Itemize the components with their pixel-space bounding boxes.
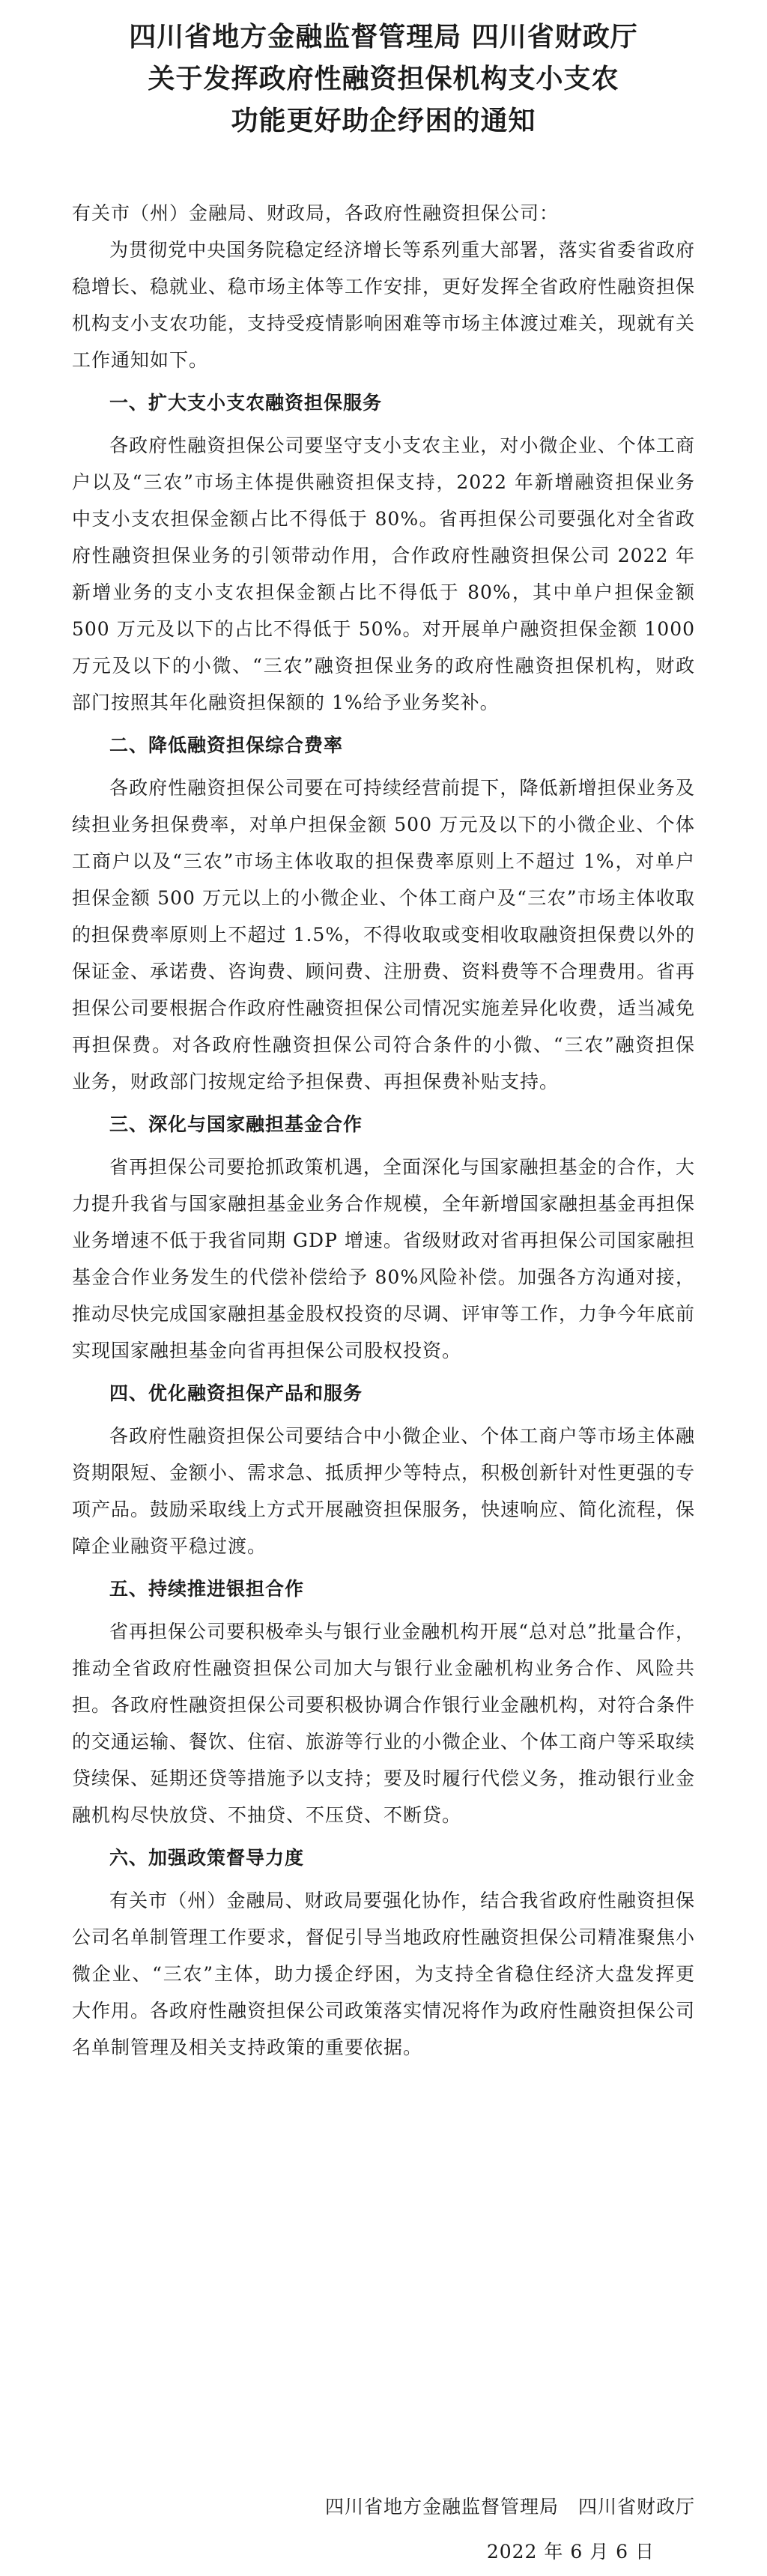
title-line-1: 四川省地方金融监督管理局 四川省财政厅 — [129, 22, 638, 52]
section-3-heading: 三、深化与国家融担基金合作 — [109, 1113, 363, 1135]
section-4-heading: 四、优化融资担保产品和服务 — [109, 1382, 363, 1404]
intro-paragraph: 为贯彻党中央国务院稳定经济增长等系列重大部署，落实省委省政府稳增长、稳就业、稳市场主体等工作安排，更好发挥全省政府性融资担保机构支小支农功能，支持受疫情影响困难等市场主体渡过难关，现就有关工作通知如下。 — [72, 239, 696, 371]
section-2-paragraph: 各政府性融资担保公司要在可持续经营前提下，降低新增担保业务及续担业务担保费率，对单户担保金额 500 万元及以下的小微企业、个体工商户以及“三农”市场主体收取的担保费率原则上不超过 1%，对单户担保金额 500 万元以上的小微企业、个体工商户及“三农”市场主体收取的担保费率原则上不超过 1.5%，不得收取或变相收取融资担保费以外的保证金、承诺费、咨询费、顾问费、注册费、资料费等不合理费用。省再担保公司要根据合作政府性融资担保公司情况实施差异化收费，适当减免再担保费。对各政府性融资担保公司符合条件的小微、“三农”融资担保业务，财政部门按规定给予担保费、再担保费补贴支持。 — [72, 777, 696, 1092]
section-2-heading: 二、降低融资担保综合费率 — [109, 734, 344, 756]
section-1-paragraph: 各政府性融资担保公司要坚守支小支农主业，对小微企业、个体工商户以及“三农”市场主体提供融资担保支持，2022 年新增融资担保业务中支小支农担保金额占比不得低于 80%。省再担保公司要强化对全省政府性融资担保业务的引领带动作用，合作政府性融资担保公司 2022 年新增业务的支小支农担保金额占比不得低于 80%，其中单户担保金额 500 万元及以下的占比不得低于 50%。对开展单户融资担保金额 1000 万元及以下的小微、“三农”融资担保业务的政府性融资担保机构，财政部门按照其年化融资担保额的 1%给予业务奖补。 — [72, 435, 695, 713]
document-title — [72, 16, 695, 142]
section-5-paragraph: 省再担保公司要积极牵头与银行业金融机构开展“总对总”批量合作，推动全省政府性融资担保公司加大与银行业金融机构业务合作、风险共担。各政府性融资担保公司要积极协调合作银行业金融机构，对符合条件的交通运输、餐饮、住宿、旅游等行业的小微企业、个体工商户等采取续贷续保、延期还贷等措施予以支持；要及时履行代偿义务，推动银行业金融机构尽快放贷、不抽贷、不压贷、不断贷。 — [72, 1621, 696, 1826]
section-6-paragraph: 有关市（州）金融局、财政局要强化协作，结合我省政府性融资担保公司名单制管理工作要求，督促引导当地政府性融资担保公司精准聚焦小微企业、“三农”主体，助力援企纾困，为支持全省稳住经济大盘发挥更大作用。各政府性融资担保公司政策落实情况将作为政府性融资担保公司名单制管理及相关支持政策的重要依据。 — [72, 1890, 696, 2058]
signature-organizations: 四川省地方金融监督管理局 四川省财政厅 — [324, 2496, 695, 2518]
section-6-heading: 六、加强政策督导力度 — [109, 1847, 305, 1869]
signature-date: 2022 年 6 月 6 日 — [486, 2541, 655, 2563]
title-line-2: 关于发挥政府性融资担保机构支小支农 — [148, 64, 619, 94]
section-1-heading: 一、扩大支小支农融资担保服务 — [109, 392, 383, 414]
title-line-3: 功能更好助企纾困的通知 — [231, 106, 536, 136]
section-5-heading: 五、持续推进银担合作 — [109, 1578, 305, 1600]
section-3-paragraph: 省再担保公司要抢抓政策机遇，全面深化与国家融担基金的合作，大力提升我省与国家融担基金业务合作规模，全年新增国家融担基金再担保业务增速不低于我省同期 GDP 增速。省级财政对省再担保公司国家融担基金合作业务发生的代偿补偿给予 80%风险补偿。加强各方沟通对接，推动尽快完成国家融担基金股权投资的尽调、评审等工作，力争今年底前实现国家融担基金向省再担保公司股权投资。 — [72, 1156, 696, 1361]
salutation: 有关市（州）金融局、财政局，各政府性融资担保公司： — [72, 202, 560, 224]
section-4-paragraph: 各政府性融资担保公司要结合中小微企业、个体工商户等市场主体融资期限短、金额小、需求急、抵质押少等特点，积极创新针对性更强的专项产品。鼓励采取线上方式开展融资担保服务，快速响应、简化流程，保障企业融资平稳过渡。 — [72, 1425, 696, 1557]
